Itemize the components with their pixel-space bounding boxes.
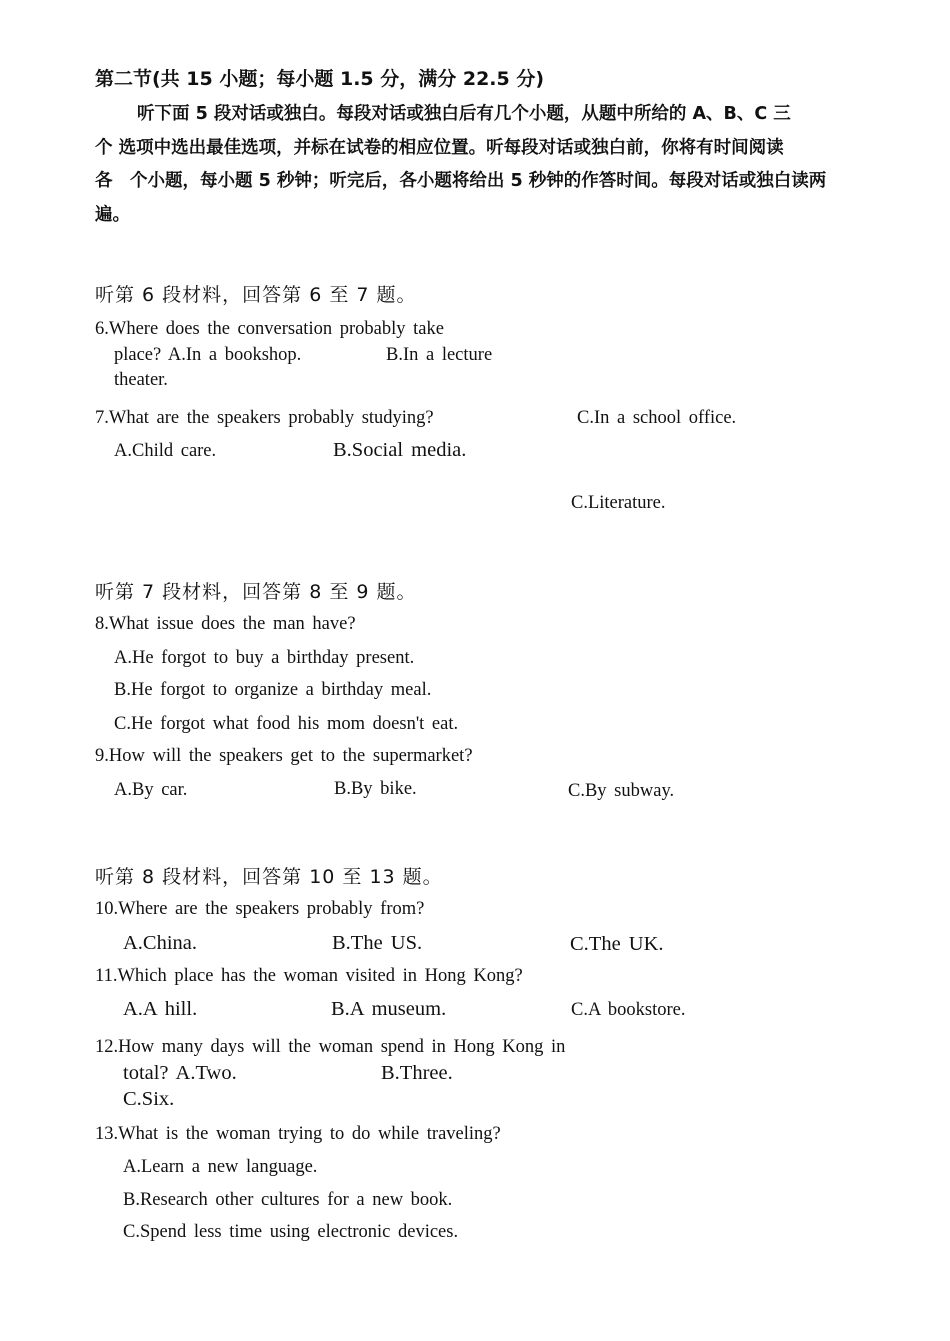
option-b: B.He forgot to organize a birthday meal. bbox=[114, 680, 432, 700]
option-a: A.Child care. bbox=[114, 441, 217, 461]
option-b: B.A museum. bbox=[331, 998, 447, 1020]
group-heading: 听第 6 段材料，回答第 6 至 7 题。 bbox=[95, 284, 417, 306]
section-instructions bbox=[95, 98, 879, 232]
question-stem: 9.How will the speakers get to the supermarket? bbox=[95, 746, 473, 766]
option-c: C.Literature. bbox=[571, 493, 666, 513]
question-stem: 6.Where does the conversation probably take bbox=[95, 319, 444, 339]
instructions-line: 个 选项中选出最佳选项，并标在试卷的相应位置。听每段对话或独白前，你将有时间阅读 bbox=[95, 137, 784, 158]
option-a: A.He forgot to buy a birthday present. bbox=[114, 648, 415, 668]
question-stem: 7.What are the speakers probably studying? bbox=[95, 408, 434, 428]
question-stem: place? A.In a bookshop. bbox=[114, 345, 302, 365]
question-stem: 12.How many days will the woman spend in Hong Kong in bbox=[95, 1037, 566, 1057]
option-c: C.The UK. bbox=[570, 933, 664, 955]
option-b: B.In a lecture bbox=[386, 345, 493, 365]
option-c: C.By subway. bbox=[568, 781, 675, 801]
option-c: C.Spend less time using electronic devices. bbox=[123, 1222, 459, 1242]
option-c: C.In a school office. bbox=[577, 408, 737, 428]
question-stem: theater. bbox=[114, 370, 168, 390]
question-stem: total? A.Two. bbox=[123, 1062, 237, 1084]
question-stem: 13.What is the woman trying to do while traveling? bbox=[95, 1124, 501, 1144]
question-stem: 10.Where are the speakers probably from? bbox=[95, 899, 425, 919]
option-a: A.A hill. bbox=[123, 998, 198, 1020]
question-stem: 11.Which place has the woman visited in Hong Kong? bbox=[95, 966, 523, 986]
option-b: B.Social media. bbox=[333, 439, 467, 461]
option-b: B.The US. bbox=[332, 932, 423, 954]
option-c: C.Six. bbox=[123, 1088, 175, 1110]
option-b: B.Three. bbox=[381, 1062, 453, 1084]
option-a: A.China. bbox=[123, 932, 198, 954]
option-c: C.He forgot what food his mom doesn't eat. bbox=[114, 714, 459, 734]
option-b: B.By bike. bbox=[334, 779, 417, 799]
instructions-line: 听下面 5 段对话或独白。每段对话或独白后有几个小题，从题中所给的 A、B、C 三 bbox=[137, 104, 791, 124]
instructions-line: 各 个小题，每小题 5 秒钟；听完后，各小题将给出 5 秒钟的作答时间。每段对话或独白读两 bbox=[95, 171, 827, 191]
option-a: A.By car. bbox=[114, 780, 188, 800]
group-heading: 听第 8 段材料，回答第 10 至 13 题。 bbox=[95, 866, 443, 888]
option-c: C.A bookstore. bbox=[571, 1000, 686, 1020]
question-stem: 8.What issue does the man have? bbox=[95, 614, 356, 634]
group-heading: 听第 7 段材料，回答第 8 至 9 题。 bbox=[95, 581, 417, 603]
section-title: 第二节(共 15 小题；每小题 1.5 分，满分 22.5 分) bbox=[95, 68, 545, 90]
option-b: B.Research other cultures for a new book. bbox=[123, 1190, 453, 1210]
instructions-line: 遍。 bbox=[95, 204, 130, 225]
option-a: A.Learn a new language. bbox=[123, 1157, 318, 1177]
